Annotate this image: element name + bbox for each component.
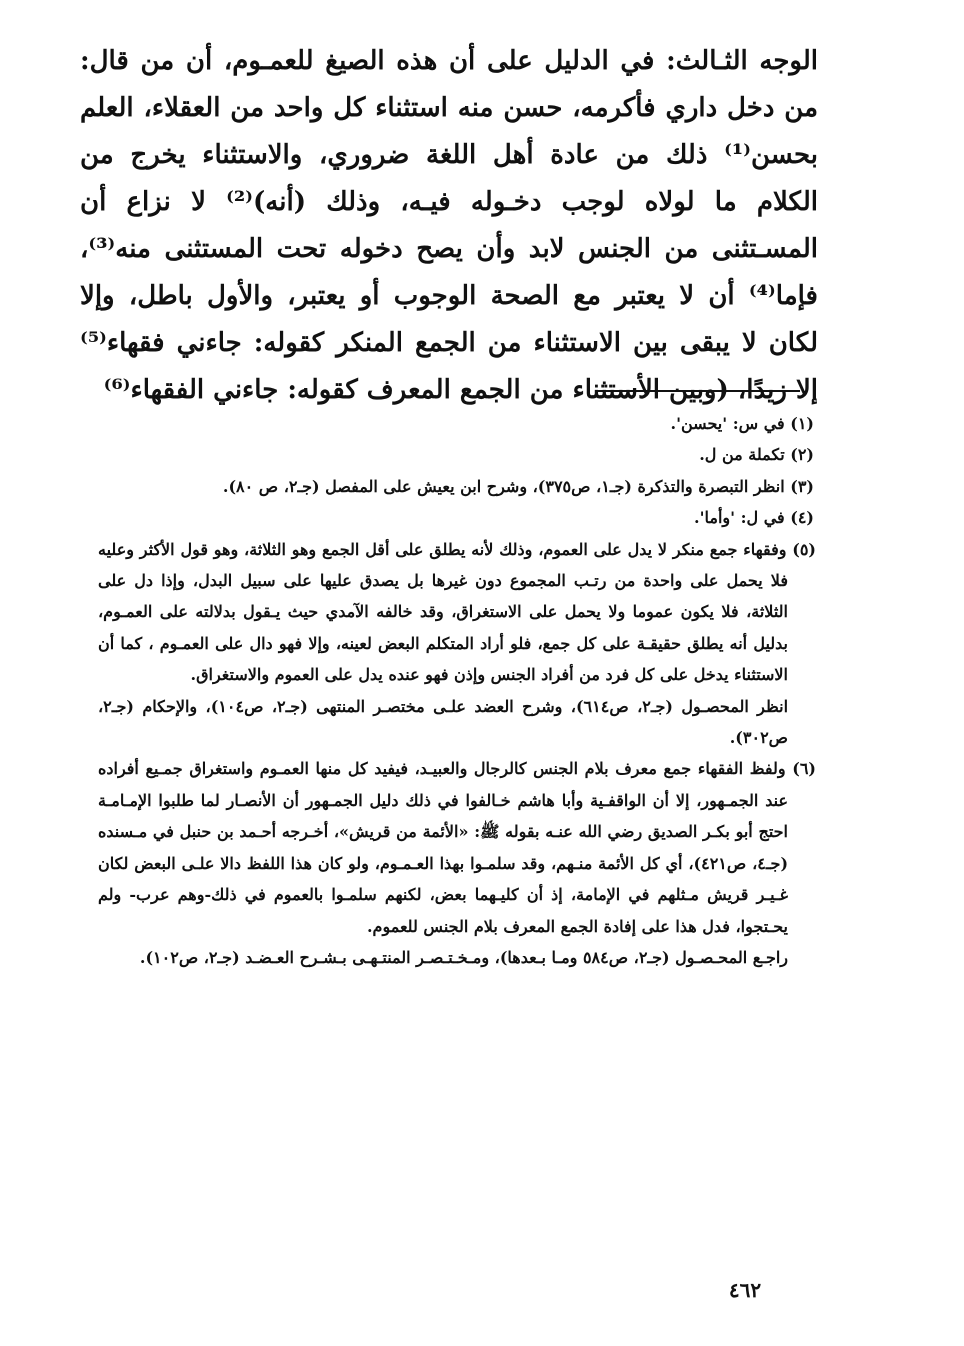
footnote-5-references: انظر المحصـول (جـ٢، ص٦١٤)، وشرح العضد علـى مختصـر المنتهى (جـ٢، ص١٠٤)، والإحكام (جـ٢، ص٣٠٢). [98,696,789,748]
footnote-separator [598,390,800,392]
footnote-4: (٤) في ل: 'وأما'. [694,508,814,528]
footnote-1: (١) في س: 'يحسن'. [670,414,814,433]
footnote-3: (٣) انظر التبصرة والتذكرة (جـ١، ص٣٧٥)، وشرح ابن يعيش على المفصل (جـ٢، ص ٨٠). [222,476,814,496]
main-paragraph: الوجه الثـالث: في الدليل على أن هذه الصيغ للعمـوم، أن من قال: من دخل داري فأكرمه، حسن منه استثناء كل واحد من العقلاء، العلم بحسن⁽¹⁾ ذلك من عادة أهل اللغة ضروري، والاستثناء يخرج من الكلام ما لولاه لوجب دخـوله فيـه، وذلك (أنه)⁽²⁾ لا نزاع أن المسـتثنى من الجنس لابد وأن يصح دخوله تحت المستثنى منه⁽³⁾، فإما⁽⁴⁾ أن لا يعتبر مع الصحة الوجوب أو يعتبر، والأول باطل، وإلا لكان لا يبقى بين الاستثناء من الجمع المنكر كقوله: جاءني فقهاء⁽⁵⁾ إلا زيدًا، (وبين الأستثناء من الجمع المعرف كقوله: جاءني الفقهاء⁽⁶⁾ [80,46,818,405]
footnote-6: (٦) ولفظ الفقهاء جمع معرف بلام الجنس كالرجال والعبيـد، فيفيد كل منها العمـوم واستغراق جمـيع أفراده عند الجمـهور، إلا أن الواقفـية وأبا هاشم خـالفوا في ذلك دليل الجمـهور أن الأنصـار لما طلبوا الإمـامـة احتج أبو بكـر الصديق رضي الله عنـه بقوله ﷺ: «الأئمة من قريش»، أخـرجه أحـمد بن حنبل في مـسنده (جـ٤، ص٤٢١)، أي كل الأئمة منـهم، وقد سلمـوا بهذا العـمـوم، ولو كان هذا اللفظ دالا علـى البعض لكان غـيـر قريش مـثلهم في الإمامة، إذ أن كليـهما بعض، لكنهم سلمـوا بالعموم في ذلك-وهم عرب- ولم يحـتجوا، فدل هذا على إفادة الجمع المعرف بلام الجنس للعموم. [98,759,816,936]
main-text [80,38,818,414]
footnote-5: (٥) وفقهاء جمع منكر لا يدل على العموم، وذلك لأنه يطلق على أقل الجمع وهو الثلاثة، وهو قول الأكثر وعليه فلا يحمل على واحدة من رتـب المجموع دون غيرها بل يصدق عليها على سبيل البدل، وإذا دل على الثلاثة، فلا يكون عموما ولا يحمل على الاستغراق، وقد خالفه الآمدي حيث يـقول بدلالته على العمـوم، بدليل أنه يطلق حقيقـة على كل جمع، فلو أراد المتكلم البعض لعينه، وإلا فهو دال على العمـوم ، كما أن الاستثناء يدخل على كل فرد من أفراد الجنس وإذن فهو عنده يدل على العموم والاستغراق. [98,539,816,685]
footnote-2: (٢) تكملة من ل. [699,445,814,465]
page-number: ٤٦٢ [728,1278,762,1302]
footnote-6-references: راجـع المحـصـول (جـ٢، ص٥٨٤ ومـا بـعدها)، ومـخـتـصـر المنتـهـى بـشـرح العـضـد (جـ٢، ص١٠٢). [139,947,788,967]
footnotes [98,408,818,973]
